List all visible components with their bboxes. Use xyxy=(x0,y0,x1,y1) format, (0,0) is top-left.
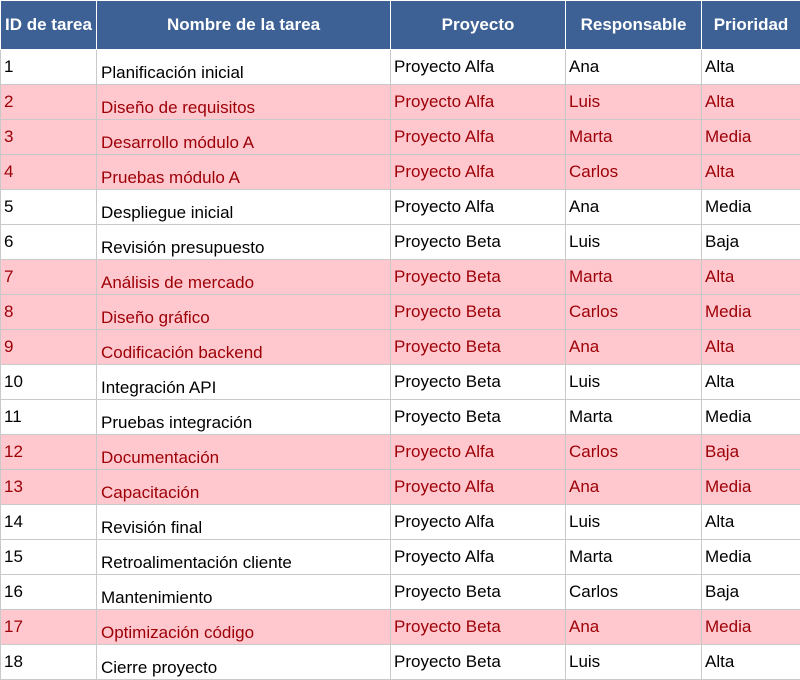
cell-task-id[interactable]: 3 xyxy=(1,120,97,155)
cell-priority[interactable]: Baja xyxy=(702,435,800,470)
cell-project[interactable]: Proyecto Alfa xyxy=(391,190,566,225)
cell-project[interactable]: Proyecto Alfa xyxy=(391,505,566,540)
cell-project[interactable]: Proyecto Alfa xyxy=(391,120,566,155)
cell-task-id[interactable]: 13 xyxy=(1,470,97,505)
cell-project[interactable]: Proyecto Beta xyxy=(391,330,566,365)
cell-priority[interactable]: Alta xyxy=(702,85,800,120)
cell-task-name[interactable]: Revisión presupuesto xyxy=(97,225,391,260)
cell-task-id[interactable]: 14 xyxy=(1,505,97,540)
cell-owner[interactable]: Luis xyxy=(566,85,702,120)
table-row xyxy=(1,190,800,225)
cell-priority[interactable]: Media xyxy=(702,610,800,645)
cell-project[interactable]: Proyecto Beta xyxy=(391,260,566,295)
cell-task-id[interactable]: 5 xyxy=(1,190,97,225)
cell-owner[interactable]: Marta xyxy=(566,260,702,295)
cell-task-id[interactable]: 8 xyxy=(1,295,97,330)
cell-task-id[interactable]: 16 xyxy=(1,575,97,610)
cell-priority[interactable]: Media xyxy=(702,400,800,435)
cell-task-id[interactable]: 4 xyxy=(1,155,97,190)
table-row xyxy=(1,85,800,120)
cell-owner[interactable]: Ana xyxy=(566,190,702,225)
cell-task-name[interactable]: Integración API xyxy=(97,365,391,400)
cell-task-name[interactable]: Capacitación xyxy=(97,470,391,505)
table-row xyxy=(1,330,800,365)
header-row xyxy=(1,1,800,50)
cell-priority[interactable]: Alta xyxy=(702,50,800,85)
cell-project[interactable]: Proyecto Alfa xyxy=(391,435,566,470)
cell-task-name[interactable]: Despliegue inicial xyxy=(97,190,391,225)
cell-task-name[interactable]: Desarrollo módulo A xyxy=(97,120,391,155)
cell-owner[interactable]: Ana xyxy=(566,470,702,505)
cell-task-id[interactable]: 9 xyxy=(1,330,97,365)
header-project[interactable]: Proyecto xyxy=(391,1,566,50)
cell-project[interactable]: Proyecto Alfa xyxy=(391,470,566,505)
header-owner[interactable]: Responsable xyxy=(566,1,702,50)
cell-project[interactable]: Proyecto Beta xyxy=(391,575,566,610)
table-row xyxy=(1,365,800,400)
cell-priority[interactable]: Media xyxy=(702,295,800,330)
cell-project[interactable]: Proyecto Beta xyxy=(391,295,566,330)
cell-owner[interactable]: Carlos xyxy=(566,295,702,330)
header-priority[interactable]: Prioridad xyxy=(702,1,800,50)
cell-task-id[interactable]: 6 xyxy=(1,225,97,260)
table-row xyxy=(1,260,800,295)
cell-task-id[interactable]: 17 xyxy=(1,610,97,645)
header-task-name[interactable]: Nombre de la tarea xyxy=(97,1,391,50)
table-body xyxy=(1,50,800,680)
cell-owner[interactable]: Luis xyxy=(566,225,702,260)
cell-project[interactable]: Proyecto Alfa xyxy=(391,540,566,575)
table-row xyxy=(1,295,800,330)
cell-project[interactable]: Proyecto Beta xyxy=(391,400,566,435)
cell-priority[interactable]: Media xyxy=(702,470,800,505)
table-row xyxy=(1,155,800,190)
cell-project[interactable]: Proyecto Alfa xyxy=(391,85,566,120)
cell-project[interactable]: Proyecto Beta xyxy=(391,610,566,645)
cell-project[interactable]: Proyecto Alfa xyxy=(391,50,566,85)
cell-priority[interactable]: Baja xyxy=(702,575,800,610)
cell-priority[interactable]: Alta xyxy=(702,365,800,400)
cell-task-id[interactable]: 11 xyxy=(1,400,97,435)
cell-task-name[interactable]: Retroalimentación cliente xyxy=(97,540,391,575)
cell-task-name[interactable]: Pruebas integración xyxy=(97,400,391,435)
cell-task-id[interactable]: 18 xyxy=(1,645,97,680)
cell-priority[interactable]: Media xyxy=(702,190,800,225)
cell-owner[interactable]: Marta xyxy=(566,120,702,155)
cell-priority[interactable]: Media xyxy=(702,120,800,155)
table-row xyxy=(1,435,800,470)
cell-project[interactable]: Proyecto Beta xyxy=(391,365,566,400)
cell-task-name[interactable]: Análisis de mercado xyxy=(97,260,391,295)
cell-task-name[interactable]: Revisión final xyxy=(97,505,391,540)
cell-task-id[interactable]: 1 xyxy=(1,50,97,85)
cell-task-id[interactable]: 7 xyxy=(1,260,97,295)
cell-owner[interactable]: Carlos xyxy=(566,155,702,190)
cell-task-name[interactable]: Documentación xyxy=(97,435,391,470)
cell-owner[interactable]: Ana xyxy=(566,610,702,645)
cell-owner[interactable]: Marta xyxy=(566,400,702,435)
table-row xyxy=(1,575,800,610)
cell-project[interactable]: Proyecto Beta xyxy=(391,225,566,260)
cell-owner[interactable]: Luis xyxy=(566,365,702,400)
cell-task-name[interactable]: Planificación inicial xyxy=(97,50,391,85)
cell-priority[interactable]: Alta xyxy=(702,260,800,295)
table-row xyxy=(1,505,800,540)
cell-task-id[interactable]: 15 xyxy=(1,540,97,575)
cell-priority[interactable]: Alta xyxy=(702,505,800,540)
cell-task-id[interactable]: 10 xyxy=(1,365,97,400)
cell-priority[interactable]: Baja xyxy=(702,225,800,260)
cell-owner[interactable]: Carlos xyxy=(566,435,702,470)
header-task-id[interactable]: ID de tarea xyxy=(1,1,97,50)
cell-task-name[interactable]: Optimización código xyxy=(97,610,391,645)
table-row xyxy=(1,470,800,505)
table-row xyxy=(1,400,800,435)
cell-task-name[interactable]: Mantenimiento xyxy=(97,575,391,610)
cell-priority[interactable]: Alta xyxy=(702,645,800,680)
cell-priority[interactable]: Media xyxy=(702,540,800,575)
cell-task-name[interactable]: Codificación backend xyxy=(97,330,391,365)
table-row xyxy=(1,610,800,645)
cell-owner[interactable]: Luis xyxy=(566,505,702,540)
table-row xyxy=(1,50,800,85)
cell-owner[interactable]: Ana xyxy=(566,50,702,85)
table-row xyxy=(1,645,800,680)
table-header xyxy=(1,1,800,50)
cell-owner[interactable]: Marta xyxy=(566,540,702,575)
cell-task-id[interactable]: 12 xyxy=(1,435,97,470)
table-row xyxy=(1,540,800,575)
cell-priority[interactable]: Alta xyxy=(702,330,800,365)
table-row xyxy=(1,225,800,260)
cell-priority[interactable]: Alta xyxy=(702,155,800,190)
cell-task-name[interactable]: Cierre proyecto xyxy=(97,645,391,680)
cell-task-name[interactable]: Diseño de requisitos xyxy=(97,85,391,120)
table-row xyxy=(1,120,800,155)
cell-owner[interactable]: Luis xyxy=(566,645,702,680)
cell-owner[interactable]: Carlos xyxy=(566,575,702,610)
cell-owner[interactable]: Ana xyxy=(566,330,702,365)
cell-project[interactable]: Proyecto Beta xyxy=(391,645,566,680)
cell-task-id[interactable]: 2 xyxy=(1,85,97,120)
cell-task-name[interactable]: Diseño gráfico xyxy=(97,295,391,330)
cell-task-name[interactable]: Pruebas módulo A xyxy=(97,155,391,190)
cell-project[interactable]: Proyecto Alfa xyxy=(391,155,566,190)
